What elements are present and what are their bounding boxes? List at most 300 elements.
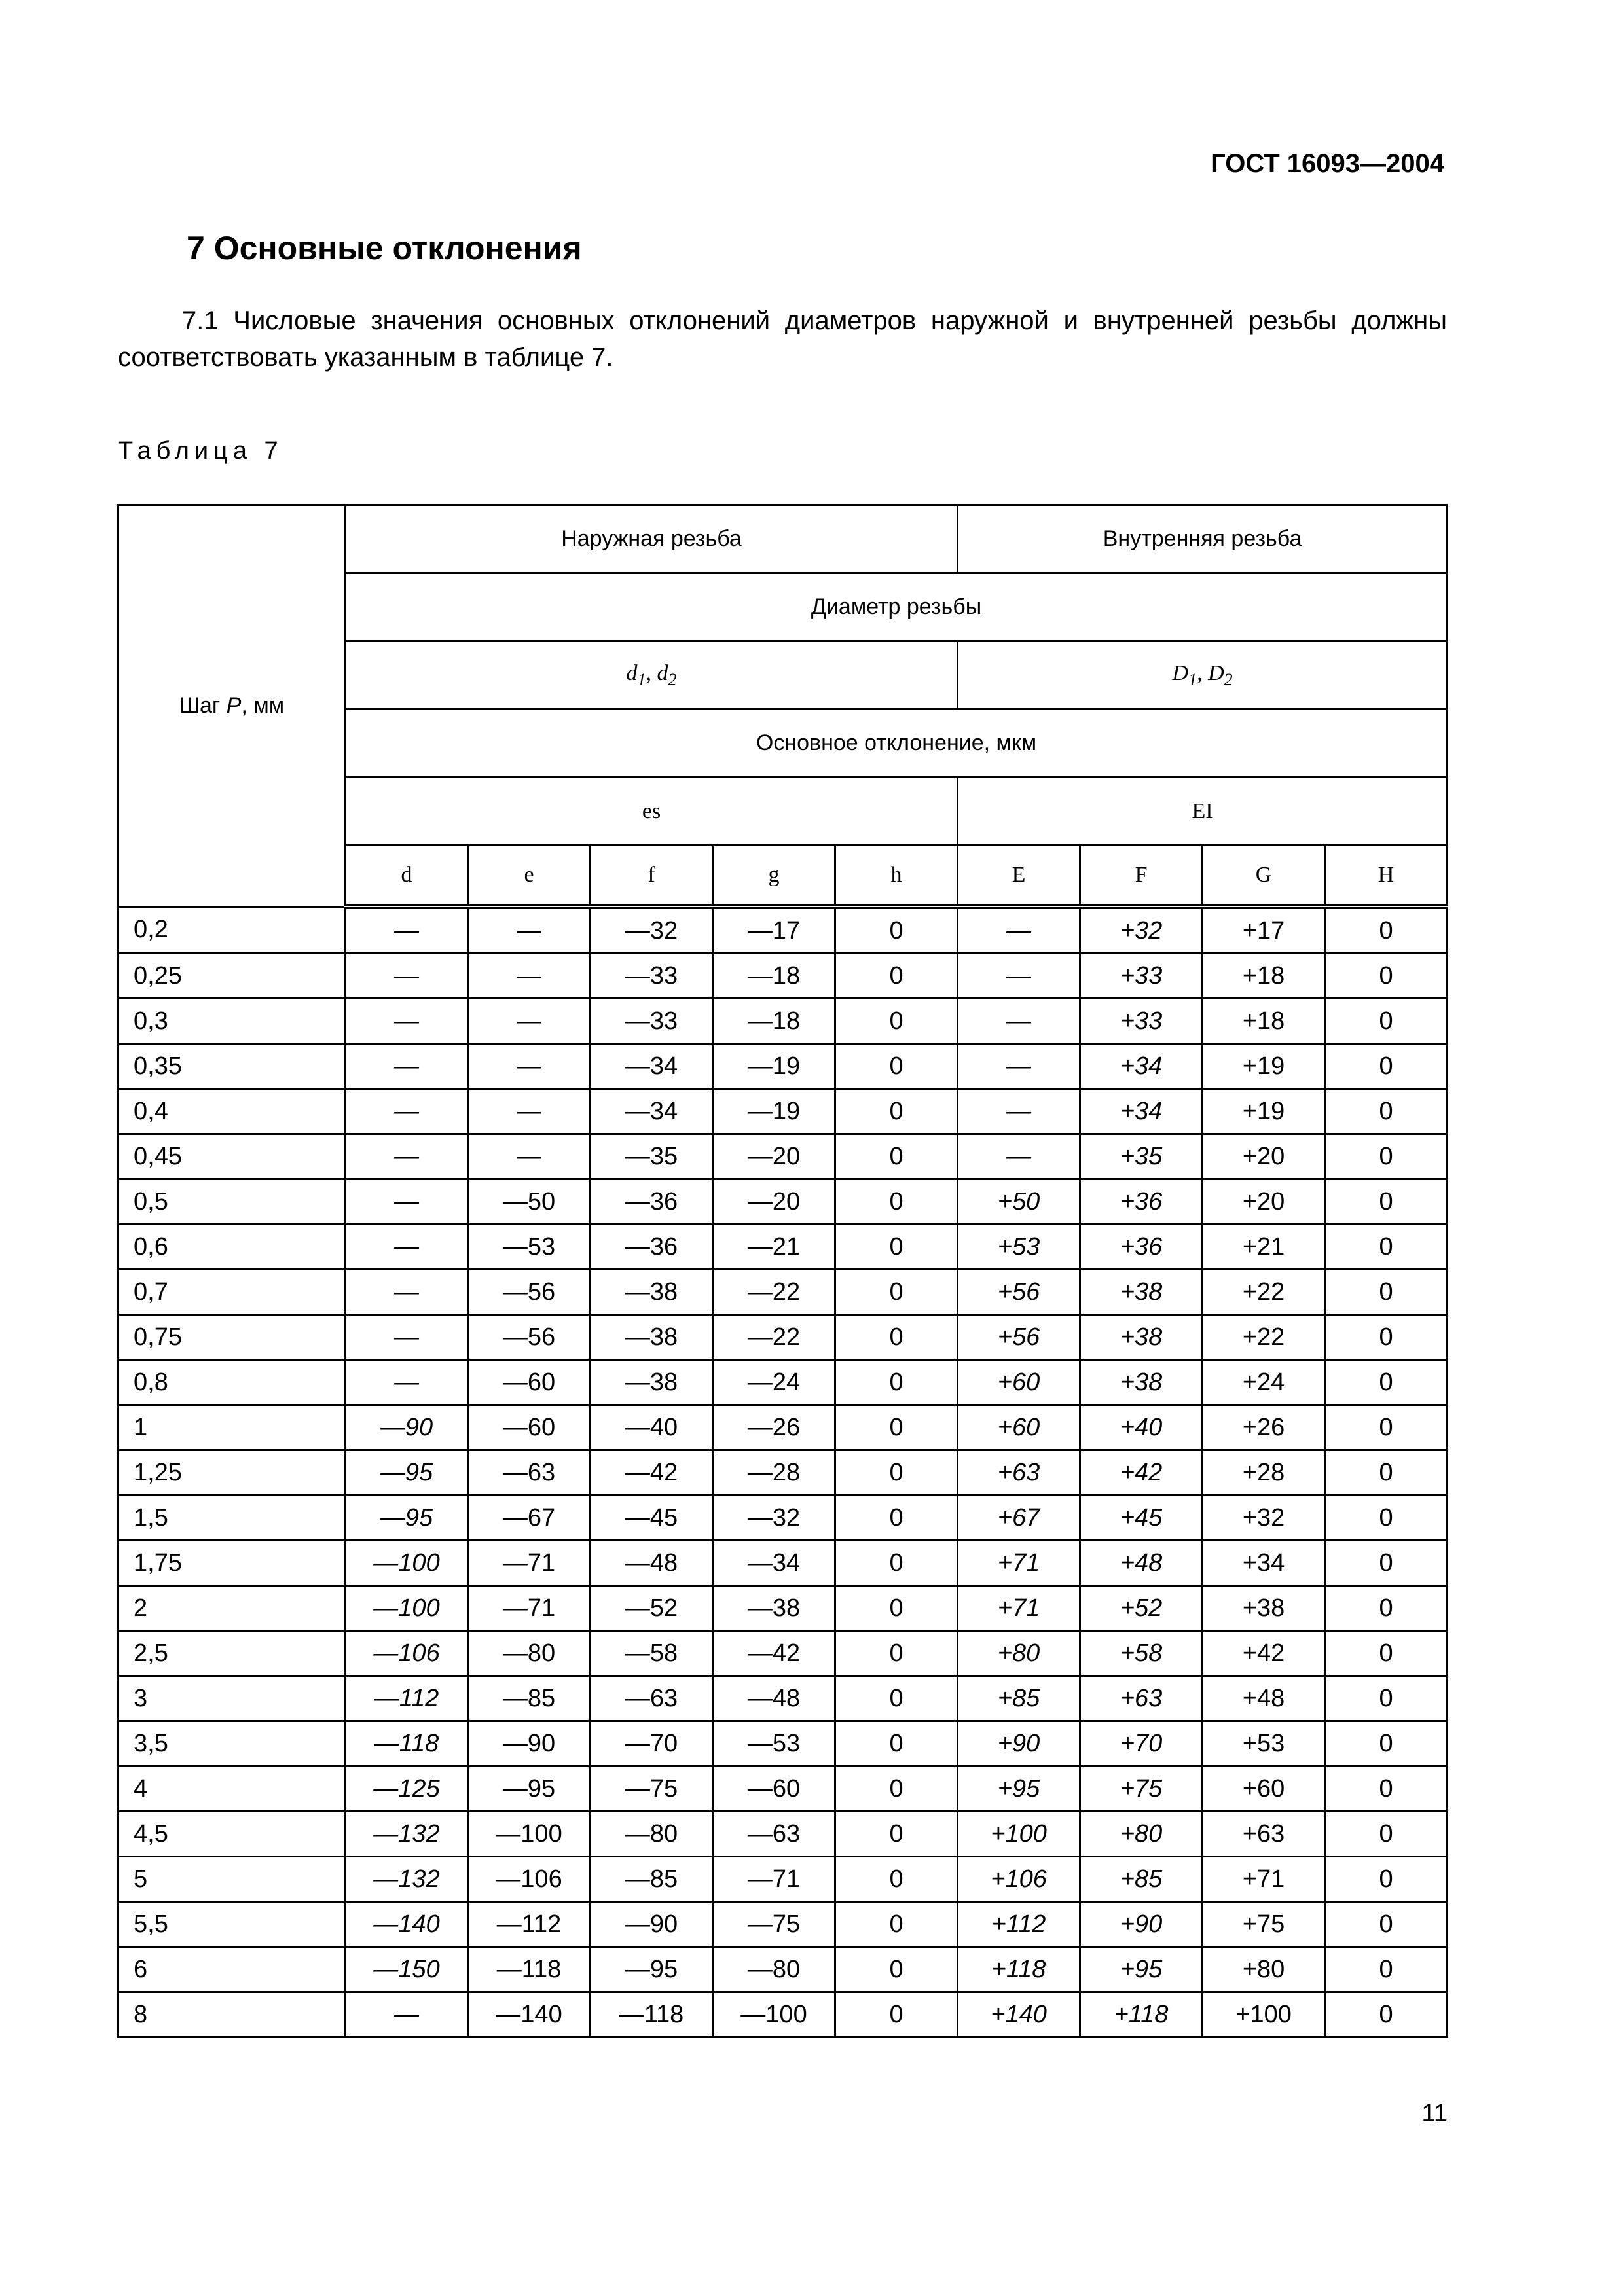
value-cell: +118 [1080,1992,1203,2037]
value-cell: —132 [346,1857,468,1902]
pitch-cell: 0,75 [119,1315,346,1360]
value-cell: —63 [713,1812,835,1857]
value-cell: 0 [1325,1225,1448,1270]
value-cell: 0 [835,1947,958,1992]
pitch-cell: 1,75 [119,1541,346,1586]
value-cell: +21 [1203,1225,1325,1270]
value-cell: —38 [591,1360,713,1405]
value-cell: 0 [1325,1812,1448,1857]
column-header-f: f [591,846,713,907]
value-cell: +19 [1203,1089,1325,1134]
value-cell: +70 [1080,1721,1203,1767]
table-row [119,1721,1448,1767]
value-cell: +17 [1203,906,1325,954]
value-cell: —56 [468,1315,591,1360]
external-diameter-header: $d_1$, $d_2$ [346,641,958,709]
pitch-cell: 5 [119,1857,346,1902]
page-number: 11 [1421,2100,1448,2127]
value-cell: 0 [835,1225,958,1270]
value-cell: +45 [1080,1496,1203,1541]
value-cell: +75 [1080,1767,1203,1812]
value-cell: +118 [958,1947,1080,1992]
value-cell: 0 [835,1089,958,1134]
value-cell: +75 [1203,1902,1325,1947]
value-cell: —53 [713,1721,835,1767]
value-cell: —22 [713,1315,835,1360]
value-cell: 0 [1325,1360,1448,1405]
value-cell: +60 [958,1405,1080,1450]
value-cell: —71 [468,1541,591,1586]
value-cell: +20 [1203,1179,1325,1225]
pitch-cell: 1 [119,1405,346,1450]
pitch-cell: 0,3 [119,999,346,1044]
table-row [119,1902,1448,1947]
table-row [119,1134,1448,1179]
value-cell: 0 [835,1902,958,1947]
value-cell: 0 [835,1631,958,1676]
value-cell: —20 [713,1179,835,1225]
value-cell: — [468,1089,591,1134]
value-cell: 0 [835,1360,958,1405]
table-row [119,906,1448,954]
value-cell: +63 [1080,1676,1203,1721]
value-cell: —95 [346,1450,468,1496]
value-cell: — [346,1315,468,1360]
value-cell: +60 [958,1360,1080,1405]
value-cell: 0 [1325,1179,1448,1225]
value-cell: — [958,954,1080,999]
pitch-header [119,505,346,907]
value-cell: — [346,1360,468,1405]
value-cell: +42 [1080,1450,1203,1496]
value-cell: +140 [958,1992,1080,2037]
value-cell: +58 [1080,1631,1203,1676]
value-cell: —32 [713,1496,835,1541]
pitch-cell: 0,6 [119,1225,346,1270]
value-cell: 0 [1325,1631,1448,1676]
value-cell: — [468,906,591,954]
value-cell: —100 [713,1992,835,2037]
internal-thread-header: Внутренняя резьба [958,505,1448,573]
value-cell: —90 [591,1902,713,1947]
value-cell: —26 [713,1405,835,1450]
value-cell: 0 [1325,1947,1448,1992]
table-row [119,1947,1448,1992]
value-cell: 0 [835,1812,958,1857]
value-cell: +32 [1203,1496,1325,1541]
value-cell: +50 [958,1179,1080,1225]
value-cell: +100 [958,1812,1080,1857]
value-cell: —63 [591,1676,713,1721]
value-cell: 0 [835,1857,958,1902]
column-header-e: e [468,846,591,907]
value-cell: +19 [1203,1044,1325,1089]
value-cell: —112 [346,1676,468,1721]
column-header-g: g [713,846,835,907]
value-cell: — [346,999,468,1044]
value-cell: 0 [1325,1767,1448,1812]
value-cell: 0 [1325,906,1448,954]
table-row [119,1496,1448,1541]
value-cell: +112 [958,1902,1080,1947]
value-cell: +38 [1080,1360,1203,1405]
value-cell: — [958,1044,1080,1089]
value-cell: 0 [835,1496,958,1541]
pitch-cell: 5,5 [119,1902,346,1947]
value-cell: —118 [591,1992,713,2037]
value-cell: —21 [713,1225,835,1270]
value-cell: —67 [468,1496,591,1541]
value-cell: +34 [1080,1044,1203,1089]
section-title: 7 Основные отклонения [187,230,582,266]
pitch-cell: 0,35 [119,1044,346,1089]
value-cell: +56 [958,1315,1080,1360]
value-cell: —18 [713,999,835,1044]
value-cell: —52 [591,1586,713,1631]
value-cell: —95 [591,1947,713,1992]
pitch-cell: 4 [119,1767,346,1812]
value-cell: +40 [1080,1405,1203,1450]
column-header-F: F [1080,846,1203,907]
value-cell: —36 [591,1179,713,1225]
value-cell: —90 [468,1721,591,1767]
pitch-cell: 0,7 [119,1270,346,1315]
pitch-cell: 8 [119,1992,346,2037]
value-cell: 0 [835,1721,958,1767]
value-cell: 0 [1325,1676,1448,1721]
value-cell: +48 [1080,1541,1203,1586]
value-cell: — [958,999,1080,1044]
value-cell: 0 [835,1134,958,1179]
table-row [119,1812,1448,1857]
value-cell: —17 [713,906,835,954]
value-cell: —80 [713,1947,835,1992]
value-cell: 0 [835,954,958,999]
value-cell: 0 [1325,1902,1448,1947]
column-header-H: H [1325,846,1448,907]
value-cell: +28 [1203,1450,1325,1496]
value-cell: —32 [591,906,713,954]
ei-header: EI [958,778,1448,846]
value-cell: —60 [713,1767,835,1812]
value-cell: —42 [591,1450,713,1496]
value-cell: 0 [1325,1541,1448,1586]
value-cell: —106 [346,1631,468,1676]
value-cell: —19 [713,1089,835,1134]
value-cell: 0 [835,999,958,1044]
table-row [119,1631,1448,1676]
value-cell: —28 [713,1450,835,1496]
value-cell: —63 [468,1450,591,1496]
value-cell: +90 [958,1721,1080,1767]
value-cell: —60 [468,1405,591,1450]
value-cell: 0 [1325,1496,1448,1541]
value-cell: —71 [713,1857,835,1902]
value-cell: 0 [1325,1044,1448,1089]
value-cell: +38 [1080,1315,1203,1360]
value-cell: —70 [591,1721,713,1767]
value-cell: +95 [1080,1947,1203,1992]
value-cell: —36 [591,1225,713,1270]
value-cell: — [346,954,468,999]
value-cell: +48 [1203,1676,1325,1721]
value-cell: +34 [1203,1541,1325,1586]
section-paragraph: 7.1 Числовые значения основных отклонений диаметров наружной и внутренней резьбы должны соответствовать указанным в таблице 7. [118,306,1447,372]
value-cell: —85 [468,1676,591,1721]
value-cell: +52 [1080,1586,1203,1631]
value-cell: +106 [958,1857,1080,1902]
value-cell: 0 [835,1676,958,1721]
value-cell: — [468,1044,591,1089]
value-cell: —118 [468,1947,591,1992]
table-label: Таблица 7 [118,437,283,465]
value-cell: +53 [1203,1721,1325,1767]
value-cell: — [958,1134,1080,1179]
value-cell: +71 [958,1586,1080,1631]
pitch-cell: 0,2 [119,906,346,954]
value-cell: —19 [713,1044,835,1089]
value-cell: —48 [591,1541,713,1586]
pitch-cell: 0,25 [119,954,346,999]
value-cell: — [346,1089,468,1134]
value-cell: —106 [468,1857,591,1902]
value-cell: +33 [1080,999,1203,1044]
internal-diameter-header: $D_1$, $D_2$ [958,641,1448,709]
value-cell: 0 [835,1992,958,2037]
pitch-header-text: Шаг P, мм [179,692,285,718]
value-cell: +38 [1080,1270,1203,1315]
value-cell: +35 [1080,1134,1203,1179]
value-cell: —75 [713,1902,835,1947]
value-cell: — [346,1179,468,1225]
value-cell: —33 [591,954,713,999]
table-row [119,1767,1448,1812]
value-cell: 0 [1325,1315,1448,1360]
value-cell: —34 [713,1541,835,1586]
value-cell: —33 [591,999,713,1044]
value-cell: +95 [958,1767,1080,1812]
value-cell: —100 [346,1586,468,1631]
value-cell: 0 [835,1179,958,1225]
value-cell: —150 [346,1947,468,1992]
value-cell: 0 [1325,1270,1448,1315]
value-cell: — [346,1134,468,1179]
value-cell: — [346,906,468,954]
value-cell: —95 [346,1496,468,1541]
value-cell: 0 [1325,1857,1448,1902]
value-cell: —56 [468,1270,591,1315]
value-cell: 0 [835,1405,958,1450]
table-row [119,1857,1448,1902]
value-cell: +90 [1080,1902,1203,1947]
value-cell: — [346,1270,468,1315]
value-cell: —125 [346,1767,468,1812]
value-cell: —34 [591,1044,713,1089]
value-cell: +63 [1203,1812,1325,1857]
pitch-cell: 2 [119,1586,346,1631]
pitch-cell: 0,4 [119,1089,346,1134]
value-cell: —85 [591,1857,713,1902]
document-code: ГОСТ 16093—2004 [1211,149,1444,178]
value-cell: 0 [1325,1450,1448,1496]
value-cell: +22 [1203,1315,1325,1360]
value-cell: — [958,1089,1080,1134]
table-row [119,1450,1448,1496]
value-cell: —95 [468,1767,591,1812]
value-cell: +85 [1080,1857,1203,1902]
table-row [119,1676,1448,1721]
value-cell: —20 [713,1134,835,1179]
pitch-cell: 6 [119,1947,346,1992]
value-cell: +34 [1080,1089,1203,1134]
value-cell: 0 [835,1270,958,1315]
value-cell: — [346,1044,468,1089]
table-row [119,1270,1448,1315]
value-cell: +18 [1203,999,1325,1044]
value-cell: 0 [835,1450,958,1496]
value-cell: +80 [958,1631,1080,1676]
value-cell: —34 [591,1089,713,1134]
table-row [119,1044,1448,1089]
value-cell: —90 [346,1405,468,1450]
diameter-header: Диаметр резьбы [346,573,1448,641]
value-cell: 0 [835,1586,958,1631]
value-cell: —22 [713,1270,835,1315]
value-cell: +18 [1203,954,1325,999]
pitch-cell: 3 [119,1676,346,1721]
value-cell: —75 [591,1767,713,1812]
value-cell: +56 [958,1270,1080,1315]
table-row [119,1992,1448,2037]
value-cell: —60 [468,1360,591,1405]
value-cell: +36 [1080,1225,1203,1270]
value-cell: 0 [835,1044,958,1089]
column-header-d: d [346,846,468,907]
value-cell: +60 [1203,1767,1325,1812]
value-cell: —80 [591,1812,713,1857]
pitch-cell: 0,5 [119,1179,346,1225]
value-cell: 0 [1325,954,1448,999]
pitch-cell: 3,5 [119,1721,346,1767]
value-cell: +67 [958,1496,1080,1541]
value-cell: 0 [1325,1992,1448,2037]
value-cell: —42 [713,1631,835,1676]
value-cell: +22 [1203,1270,1325,1315]
value-cell: —100 [468,1812,591,1857]
value-cell: +100 [1203,1992,1325,2037]
value-cell: 0 [1325,1721,1448,1767]
column-header-G: G [1203,846,1325,907]
deviations-table [117,504,1448,2038]
value-cell: +33 [1080,954,1203,999]
value-cell: —112 [468,1902,591,1947]
value-cell: —80 [468,1631,591,1676]
external-thread-header: Наружная резьба [346,505,958,573]
table-row [119,1179,1448,1225]
value-cell: — [468,954,591,999]
value-cell: —132 [346,1812,468,1857]
value-cell: 0 [1325,1134,1448,1179]
pitch-cell: 0,45 [119,1134,346,1179]
pitch-cell: 0,8 [119,1360,346,1405]
value-cell: —140 [468,1992,591,2037]
value-cell: +85 [958,1676,1080,1721]
value-cell: +80 [1080,1812,1203,1857]
table-body [119,906,1448,2037]
value-cell: —40 [591,1405,713,1450]
value-cell: +32 [1080,906,1203,954]
value-cell: 0 [835,906,958,954]
value-cell: —100 [346,1541,468,1586]
value-cell: +71 [958,1541,1080,1586]
value-cell: — [958,906,1080,954]
column-header-h: h [835,846,958,907]
table-row [119,1089,1448,1134]
table-row [119,1405,1448,1450]
value-cell: —50 [468,1179,591,1225]
table-row [119,1541,1448,1586]
value-cell: +53 [958,1225,1080,1270]
value-cell: — [468,1134,591,1179]
value-cell: 0 [1325,1405,1448,1450]
value-cell: 0 [1325,1089,1448,1134]
value-cell: —38 [591,1270,713,1315]
value-cell: +20 [1203,1134,1325,1179]
pitch-cell: 1,25 [119,1450,346,1496]
value-cell: +24 [1203,1360,1325,1405]
value-cell: —45 [591,1496,713,1541]
table-row [119,999,1448,1044]
value-cell: —24 [713,1360,835,1405]
column-header-E: E [958,846,1080,907]
value-cell: +71 [1203,1857,1325,1902]
pitch-cell: 4,5 [119,1812,346,1857]
value-cell: —35 [591,1134,713,1179]
value-cell: —140 [346,1902,468,1947]
value-cell: —38 [591,1315,713,1360]
table-row [119,954,1448,999]
value-cell: —48 [713,1676,835,1721]
table-row [119,1315,1448,1360]
value-cell: 0 [835,1541,958,1586]
table-row [119,1225,1448,1270]
value-cell: —58 [591,1631,713,1676]
value-cell: 0 [835,1315,958,1360]
value-cell: +80 [1203,1947,1325,1992]
value-cell: +26 [1203,1405,1325,1450]
value-cell: — [346,1992,468,2037]
value-cell: +63 [958,1450,1080,1496]
value-cell: —18 [713,954,835,999]
value-cell: 0 [1325,999,1448,1044]
deviation-header: Основное отклонение, мкм [346,709,1448,778]
value-cell: —53 [468,1225,591,1270]
value-cell: —71 [468,1586,591,1631]
value-cell: +38 [1203,1586,1325,1631]
table-row [119,1586,1448,1631]
value-cell: —38 [713,1586,835,1631]
es-header: es [346,778,958,846]
value-cell: +36 [1080,1179,1203,1225]
value-cell: 0 [1325,1586,1448,1631]
value-cell: — [468,999,591,1044]
value-cell: — [346,1225,468,1270]
table-row [119,1360,1448,1405]
value-cell: +42 [1203,1631,1325,1676]
value-cell: 0 [835,1767,958,1812]
value-cell: —118 [346,1721,468,1767]
pitch-cell: 1,5 [119,1496,346,1541]
